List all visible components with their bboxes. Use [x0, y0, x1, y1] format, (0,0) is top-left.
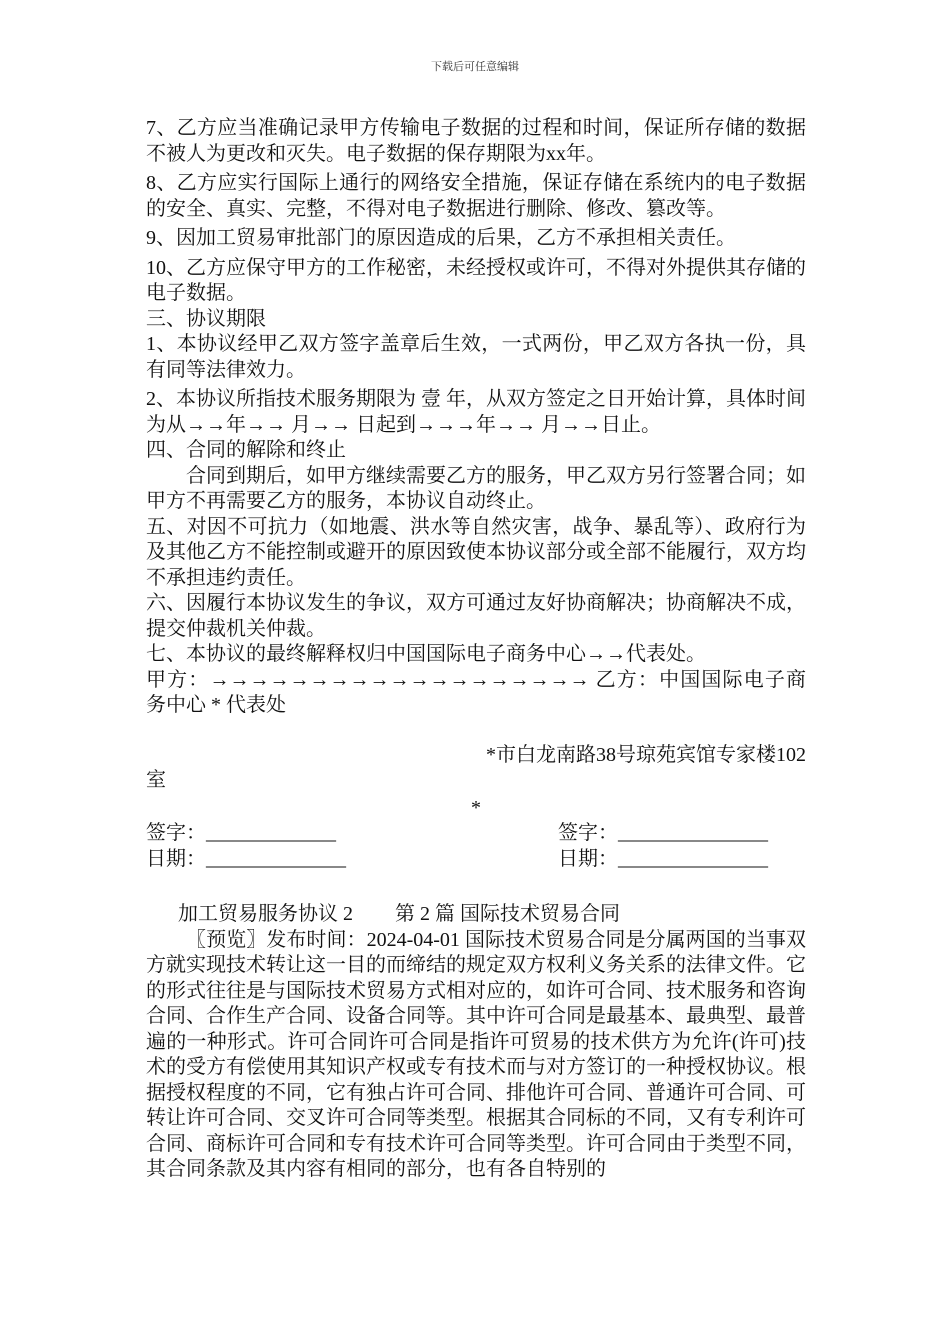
sign-right: 签字：_______________ [558, 822, 768, 844]
date-row [146, 847, 806, 873]
section-4-title: 四、合同的解除和终止 [146, 439, 346, 461]
address-line: *市白龙南路38号琼苑宾馆专家楼102室 [146, 743, 806, 791]
section-4-text: 合同到期后，如甲方继续需要乙方的服务，甲乙双方另行签署合同；如甲方不再需要乙方的服务，本协议自动终止。 [146, 464, 806, 512]
second-doc-title [146, 902, 806, 928]
date-left: 日期：______________ [146, 847, 346, 870]
section-3-item-1: 1、本协议经甲乙双方签字盖章后生效，一式两份，甲乙双方各执一份，具有同等法律效力。 [146, 333, 806, 381]
second-title-right: 第 2 篇 国际技术贸易合同 [395, 903, 620, 925]
section-5: 五、对因不可抗力（如地震、洪水等自然灾害，战争、暴乱等）、政府行为及其他乙方不能控制或避开的原因致使本协议部分或全部不能履行，双方均不承担违约责任。 [146, 515, 806, 589]
date-right: 日期：_______________ [558, 847, 768, 870]
second-title-left: 加工贸易服务协议 2 [178, 903, 353, 925]
clause-8: 8、乙方应实行国际上通行的网络安全措施，保证存储在系统内的电子数据的安全、真实、完整，不得对电子数据进行删除、修改、篡改等。 [146, 172, 806, 220]
document-body [146, 116, 806, 1183]
section-7: 七、本协议的最终解释权归中国国际电子商务中心→→代表处。 [146, 643, 706, 665]
section-3-title: 三、协议期限 [146, 307, 266, 330]
parties-line: 甲方：→→→→→→→→→→→→→→→→→→→ 乙方：中国国际电子商务中心 * 代表处 [146, 668, 806, 716]
clause-9: 9、因加工贸易审批部门的原因造成的后果，乙方不承担相关责任。 [146, 227, 736, 249]
clause-10: 10、乙方应保守甲方的工作秘密，未经授权或许可，不得对外提供其存储的电子数据。 [146, 256, 806, 304]
section-3-item-2: 2、本协议所指技术服务期限为 壹 年，从双方签定之日开始计算，具体时间为从→→年→→ 月→→ 日起到→→→年→→ 月→→日止。 [146, 388, 806, 436]
second-doc-body: 〖预览〗发布时间：2024-04-01 国际技术贸易合同是分属两国的当事双方就实现技术转让这一目的而缔结的规定双方权利义务关系的法律文件。它的形式往往是与国际技术贸易方式相对应的，如许可合同、技术服务和咨询合同、合作生产合同、设备合同等。其中许可合同是最基本、最典型、最普遍的一种形式。许可合同许可合同是指许可贸易的技术供方为允许(许可)技术的受方有偿使用其知识产权或专有技术而与对方签订的一种授权协议。根据授权程度的不同，它有独占许可合同、排他许可合同、普通许可合同、可转让许可合同、交叉许可合同等类型。根据其合同标的不同，又有专利许可合同、商标许可合同和专有技术许可合同等类型。许可合同由于类型不同，其合同条款及其内容有相同的部分，也有各自特别的 [146, 928, 806, 1180]
star-mark: * [471, 796, 481, 819]
signature-row [146, 821, 806, 847]
clause-7: 7、乙方应当准确记录甲方传输电子数据的过程和时间，保证所存储的数据不被人为更改和灭失。电子数据的保存期限为xx年。 [146, 117, 806, 165]
section-6: 六、因履行本协议发生的争议，双方可通过友好协商解决；协商解决不成，提交仲裁机关仲裁。 [146, 592, 806, 640]
page-header: 下载后可任意编辑 [431, 61, 519, 73]
sign-left: 签字：_____________ [146, 822, 336, 844]
